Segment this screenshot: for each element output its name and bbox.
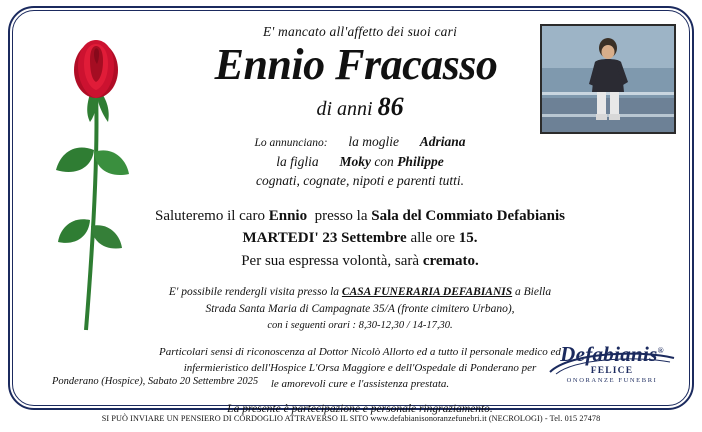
salute-pre: Saluteremo il caro [155,207,265,224]
thanks-line-2: infermieristico dell'Hospice L'Orsa Maggiore e dell'Ospedale di Ponderano per [183,361,537,374]
intro-line: E' mancato all'affetto dei suoi cari [262,24,458,39]
logo-subtitle-services: ONORANZE FUNEBRI [566,377,658,384]
memorial-text-block [150,24,570,415]
logo-subtitle-name: FELICE [590,366,634,376]
visit-line-1 [150,284,570,301]
announce-name-3: Philippe [397,153,444,169]
funeral-details-block [150,205,570,273]
visit-hours: con i seguenti orari : 8,30-12,30 / 14-17,30. [267,319,453,331]
announce-name-2: Moky [339,153,371,169]
funeral-line-3 [150,250,570,273]
salute-day: MARTEDI' 23 Settembre [242,230,407,247]
funeral-line-1 [150,205,570,228]
visit-pre: E' possibile rendergli visita presso la [168,286,340,299]
cremation-word: cremato. [422,252,479,269]
salute-time: 15. [458,230,478,247]
announce-rel-2: la figlia [276,153,319,169]
salute-mid: presso la [314,207,368,224]
footer-note: SI PUÒ INVIARE UN PENSIERO DI CORDOGLIO ATTRAVERSO IL SITO www.defabianisonoranzefunebri.it (NECROLOGI) - Tel. 015 27478 [101,414,601,423]
visit-place: CASA FUNERARIA DEFABIANIS [341,286,513,299]
announce-label: Lo annunciano: [254,137,328,150]
cremation-pre: Per sua espressa volontà, sarà [241,252,420,269]
deceased-name: Ennio Fracasso [214,40,498,89]
logo-brand-text: Defabianis [560,342,658,366]
announce-line-2 [150,152,570,172]
logo-registered: ® [657,346,664,355]
announce-line-1 [150,132,570,152]
announce-conj: con [374,153,394,169]
participation-note: La presente è partecipazione e personale ringraziamento. [227,402,493,415]
age-prefix: di anni [316,98,373,121]
place-and-date: Ponderano (Hospice), Sabato 20 Settembre 2025 [52,376,259,387]
visitation-block [150,284,570,333]
thanks-line-1: Particolari sensi di riconoscenza al Dottor Nicolò Allorto ed a tutto il personale medico ed [159,346,561,359]
salute-venue: Sala del Commiato Defabianis [371,207,565,224]
visit-address: Strada Santa Maria di Campagnate 35/A (fronte cimitero Urbano), [205,303,515,316]
age-value: 86 [377,92,404,122]
visit-city: a Biella [515,286,552,299]
logo-brand [552,344,672,365]
company-logo [552,344,672,384]
salute-name: Ennio [268,207,308,224]
announce-line-3: cognati, cognate, nipoti e parenti tutti. [256,173,464,189]
funeral-line-2 [150,227,570,250]
announcement-block [150,132,570,191]
salute-time-pre: alle ore [410,230,455,247]
announce-rel-1: la moglie [348,134,399,150]
thanks-line-3: le amorevoli cure e l'assistenza prestata. [270,377,450,390]
announce-name-1: Adriana [419,134,466,150]
age-line [150,92,570,122]
